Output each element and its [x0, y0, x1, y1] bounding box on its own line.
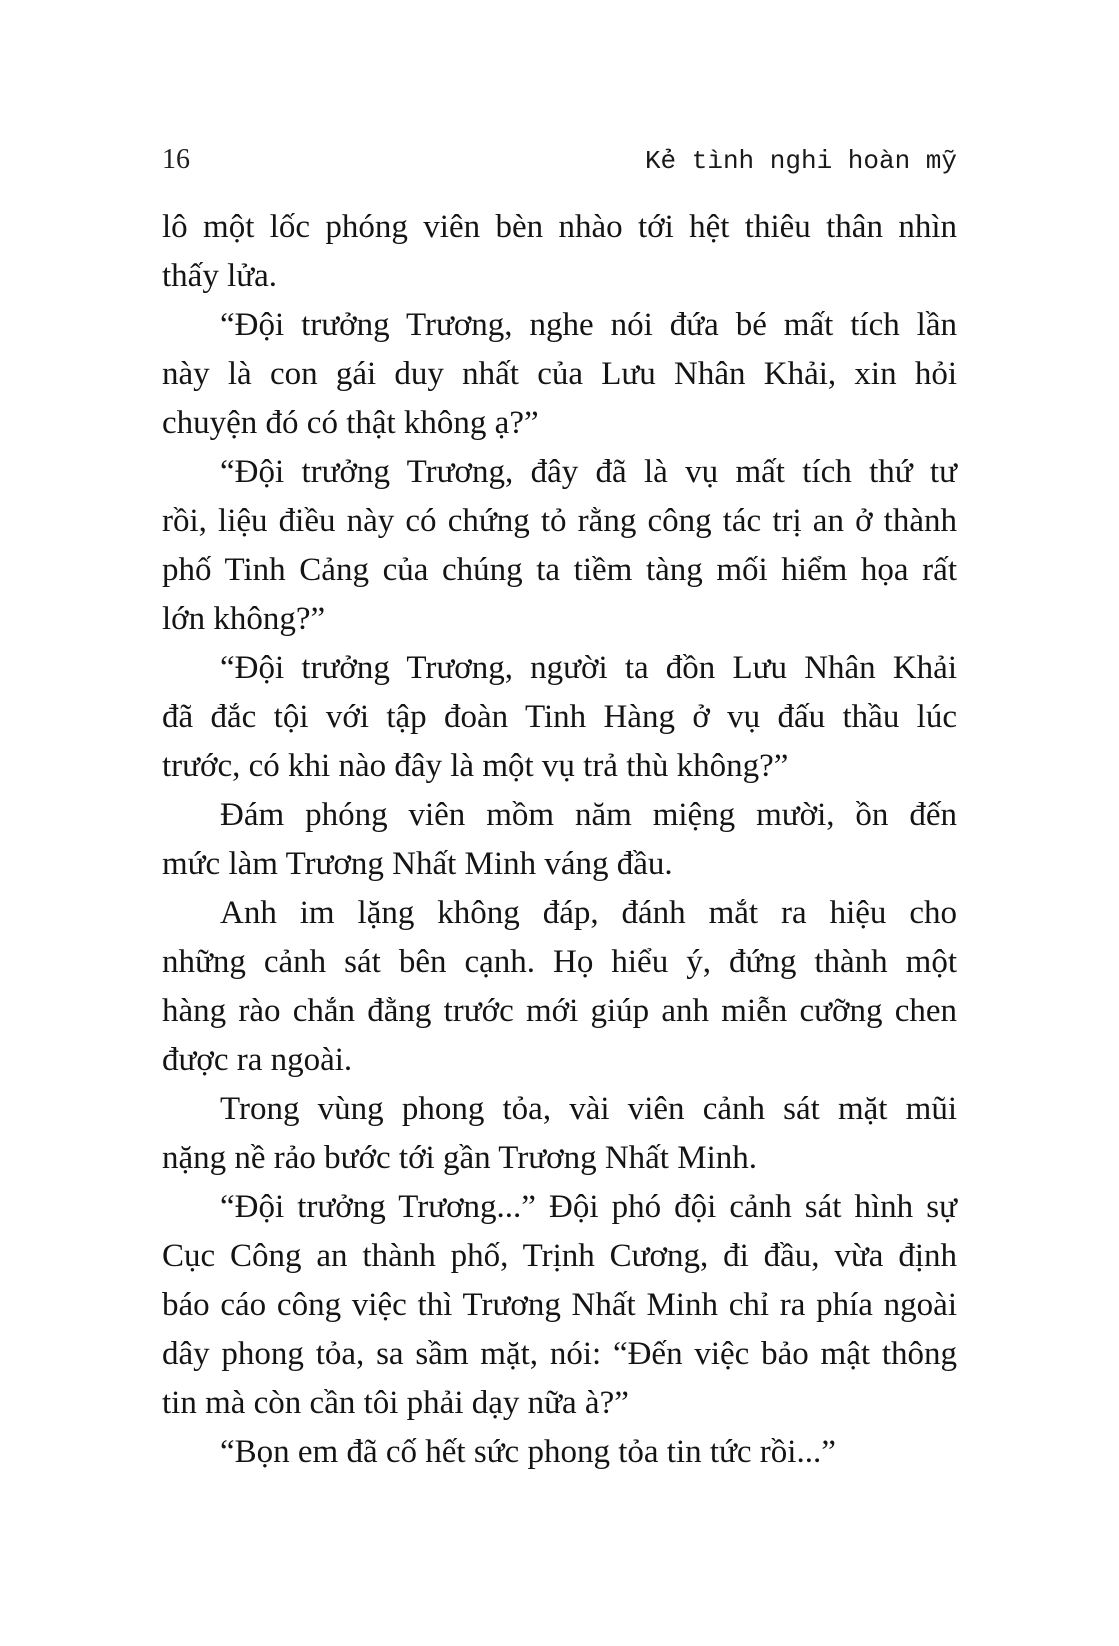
text-line: tin mà còn cần tôi phải dạy nữa à?” — [162, 1385, 629, 1421]
text-line: Trong vùng phong tỏa, vài viên cảnh sát mặt mũi — [220, 1091, 957, 1127]
running-title: Kẻ tình nghi hoàn mỹ — [644, 146, 957, 176]
text-line: “Đội trưởng Trương...” Đội phó đội cảnh sát hình sự — [220, 1189, 957, 1225]
text-line: “Bọn em đã cố hết sức phong tỏa tin tức rồi...” — [220, 1434, 836, 1470]
text-line: “Đội trưởng Trương, nghe nói đứa bé mất tích lần — [220, 307, 957, 343]
text-line: Cục Công an thành phố, Trịnh Cương, đi đầu, vừa định — [162, 1238, 957, 1274]
text-line: nặng nề rảo bước tới gần Trương Nhất Minh. — [162, 1140, 757, 1176]
paragraph — [162, 301, 957, 448]
text-line: thấy lửa. — [162, 258, 278, 294]
page-header — [162, 144, 957, 176]
paragraph — [162, 1183, 957, 1428]
text-line: lớn không?” — [162, 601, 326, 637]
paragraph — [162, 644, 957, 791]
text-line: phố Tinh Cảng của chúng ta tiềm tàng mối hiểm họa rất — [162, 552, 957, 588]
page-number: 16 — [162, 144, 190, 175]
text-line: trước, có khi nào đây là một vụ trả thù không?” — [162, 748, 789, 784]
text-line: những cảnh sát bên cạnh. Họ hiểu ý, đứng thành một — [162, 944, 957, 980]
paragraph — [162, 889, 957, 1085]
text-line: Anh im lặng không đáp, đánh mắt ra hiệu cho — [220, 895, 957, 931]
text-line: rồi, liệu điều này có chứng tỏ rằng công tác trị an ở thành — [162, 503, 957, 539]
text-line: lô một lốc phóng viên bèn nhào tới hệt thiêu thân nhìn — [162, 209, 957, 245]
paragraph — [162, 1428, 957, 1477]
text-line: này là con gái duy nhất của Lưu Nhân Khải, xin hỏi — [162, 356, 957, 392]
text-line: hàng rào chắn đằng trước mới giúp anh miễn cưỡng chen — [162, 993, 957, 1029]
text-line: mức làm Trương Nhất Minh váng đầu. — [162, 846, 673, 882]
text-line: báo cáo công việc thì Trương Nhất Minh chỉ ra phía ngoài — [162, 1287, 957, 1323]
paragraph — [162, 791, 957, 889]
text-line: chuyện đó có thật không ạ?” — [162, 405, 539, 441]
text-line: “Đội trưởng Trương, người ta đồn Lưu Nhân Khải — [220, 650, 957, 686]
text-line: đã đắc tội với tập đoàn Tinh Hàng ở vụ đấu thầu lúc — [162, 699, 957, 735]
text-line: dây phong tỏa, sa sầm mặt, nói: “Đến việc bảo mật thông — [162, 1336, 957, 1372]
paragraph — [162, 203, 957, 301]
text-line: Đám phóng viên mồm năm miệng mười, ồn đến — [220, 797, 957, 833]
paragraph — [162, 1085, 957, 1183]
text-body — [162, 203, 957, 1477]
text-line: “Đội trưởng Trương, đây đã là vụ mất tích thứ tư — [220, 454, 957, 490]
text-line: được ra ngoài. — [162, 1042, 353, 1078]
paragraph — [162, 448, 957, 644]
